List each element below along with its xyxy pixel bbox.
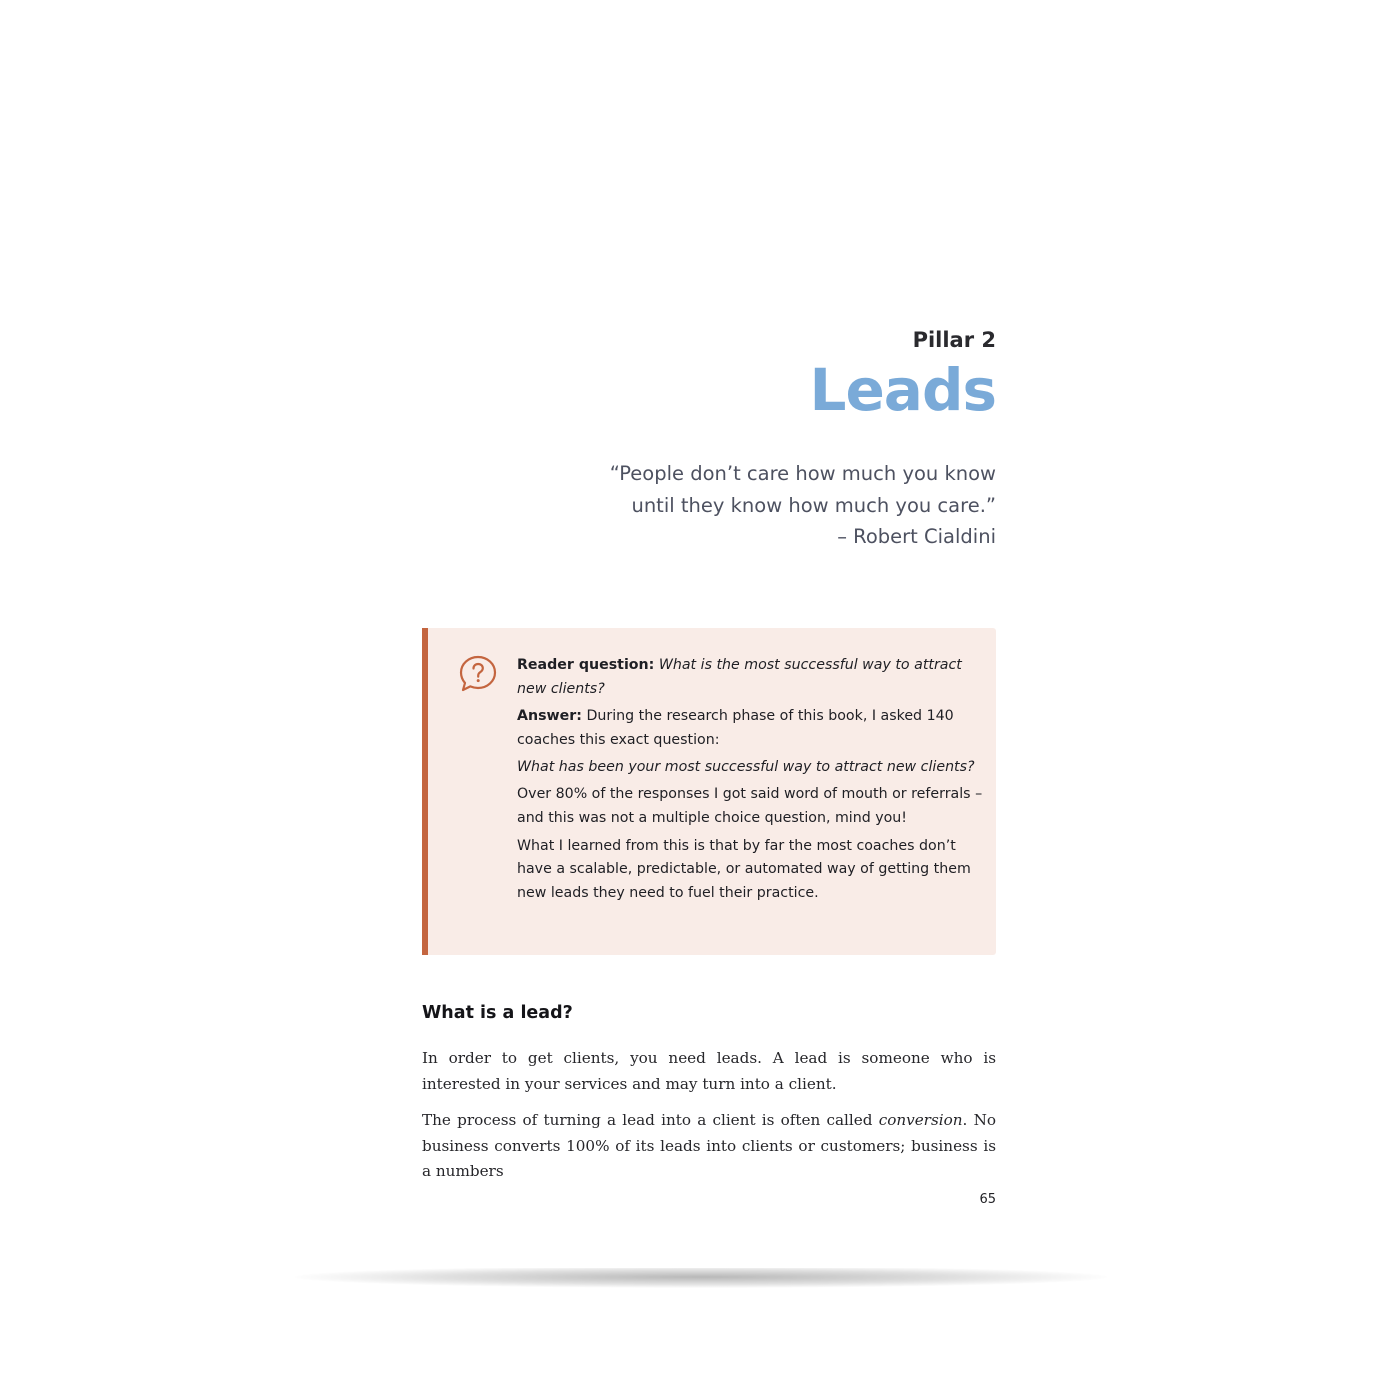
epigraph-quote <box>610 458 996 553</box>
question-speech-bubble-icon <box>458 654 498 694</box>
page-shadow <box>295 1266 1107 1288</box>
epigraph-attribution: – Robert Cialdini <box>837 525 996 548</box>
survey-conclusion: What I learned from this is that by far the most coaches don’t have a scalable, predictable, or automated way of getting them new leads they need to fuel their practice. <box>517 837 971 902</box>
reader-question <box>517 654 987 702</box>
answer <box>517 705 987 753</box>
survey-finding: Over 80% of the responses I got said word of mouth or referrals – and this was not a multiple choice question, mind you! <box>517 786 983 827</box>
page-number: 65 <box>979 1192 996 1207</box>
epigraph-line-1: “People don’t care how much you know <box>609 462 996 485</box>
body-paragraph-1-container <box>422 1046 996 1110</box>
survey-question: What has been your most successful way to attract new clients? <box>517 759 975 776</box>
body-paragraph-2-container <box>422 1108 997 1180</box>
callout-text <box>517 654 987 909</box>
epigraph-line-2: until they know how much you care.” <box>631 493 996 517</box>
reader-question-callout <box>422 628 996 955</box>
body-paragraph-2 <box>422 1108 996 1185</box>
body-paragraph-1: In order to get clients, you need leads. A lead is someone who is interested in your services and may turn into a client. <box>422 1049 996 1093</box>
section-heading: What is a lead? <box>422 1003 573 1023</box>
chapter-pillar-label: Pillar 2 <box>912 328 996 352</box>
paragraph-2-start: The process of turning a lead into a client is often called <box>422 1111 879 1129</box>
paragraph-2-term: conversion <box>878 1111 963 1129</box>
paragraph-2-end: . No business converts 100% of its leads into clients or customers; business is a numbers <box>422 1111 997 1180</box>
question-label: Reader question: <box>517 657 655 673</box>
chapter-title: Leads <box>809 356 996 424</box>
answer-text: During the research phase of this book, I asked 140 coaches this exact question: <box>517 708 954 748</box>
answer-label: Answer: <box>517 708 582 725</box>
question-text: What is the most successful way to attract new clients? <box>517 657 962 697</box>
